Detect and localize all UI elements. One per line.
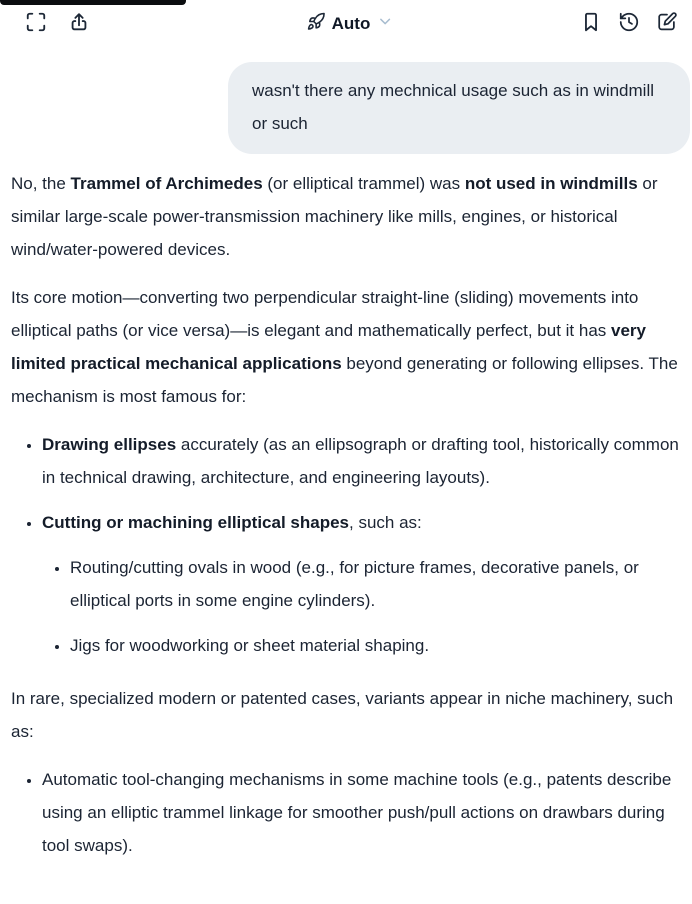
share-icon — [68, 11, 90, 33]
response-paragraph — [11, 167, 690, 266]
history-icon — [618, 11, 640, 33]
bullet-list — [42, 551, 690, 662]
bullet-item — [70, 629, 690, 662]
text: beyond generating or following ellipses. The mechanism is most famous for: — [11, 354, 678, 406]
bullet-item — [42, 763, 690, 862]
response-paragraph — [11, 682, 690, 748]
bold-text: Drawing ellipses — [42, 435, 177, 454]
history-button[interactable] — [618, 11, 640, 33]
bold-text: not used in windmills — [464, 174, 638, 193]
bullet-item — [70, 551, 690, 617]
text: No, the — [11, 174, 71, 193]
compose-icon — [656, 11, 678, 33]
toolbar-right-group — [580, 11, 678, 33]
text: Jigs for woodworking or sheet material shaping. — [70, 636, 430, 655]
bullet-item — [42, 506, 690, 662]
text: Automatic tool-changing mechanisms in some machine tools (e.g., patents describe using an elliptic trammel linkage for smoother push/pull actions on drawbars during tool swaps). — [42, 770, 672, 855]
bullet-list — [11, 763, 690, 862]
fullscreen-icon — [25, 11, 47, 33]
mode-selector-button[interactable] — [303, 10, 398, 38]
rocket-icon — [307, 12, 326, 36]
assistant-response — [11, 167, 690, 862]
text: Its core motion—converting two perpendicular straight-line (sliding) movements into elliptical paths (or vice versa)—is elegant and mathematically perfect, but it has — [11, 288, 639, 340]
chat-area — [0, 48, 692, 862]
toolbar-center-group — [303, 10, 398, 38]
compose-button[interactable] — [656, 11, 678, 33]
chevron-down-icon — [376, 13, 393, 35]
user-message-bubble — [228, 62, 690, 154]
fullscreen-button[interactable] — [25, 11, 47, 33]
bold-text: very limited practical mechanical applications — [11, 321, 646, 373]
share-button[interactable] — [68, 11, 90, 33]
mode-selector-label: Auto — [331, 14, 371, 33]
text: Routing/cutting ovals in wood (e.g., for picture frames, decorative panels, or elliptical ports in some engine cylinders). — [70, 558, 639, 610]
bullet-item — [42, 428, 690, 494]
bold-text: Trammel of Archimedes — [70, 174, 263, 193]
user-message-text: wasn't there any mechnical usage such as in windmill or such — [252, 81, 654, 133]
text: or similar large-scale power-transmission machinery like mills, engines, or historical wind/water-powered devices. — [11, 174, 658, 259]
bullet-list — [11, 428, 690, 662]
bookmark-icon — [580, 11, 602, 33]
text: accurately (as an ellipsograph or drafting tool, historically common in technical drawing, architecture, and engineering layouts). — [42, 435, 679, 487]
toolbar-left-group — [25, 11, 90, 33]
toolbar — [0, 0, 692, 48]
response-paragraph — [11, 281, 690, 413]
bookmark-button[interactable] — [580, 11, 602, 33]
bold-text: Cutting or machining elliptical shapes — [42, 513, 349, 532]
text: , such as: — [349, 513, 422, 532]
text: In rare, specialized modern or patented cases, variants appear in niche machinery, such as: — [11, 689, 674, 741]
text: (or elliptical trammel) was — [262, 174, 465, 193]
